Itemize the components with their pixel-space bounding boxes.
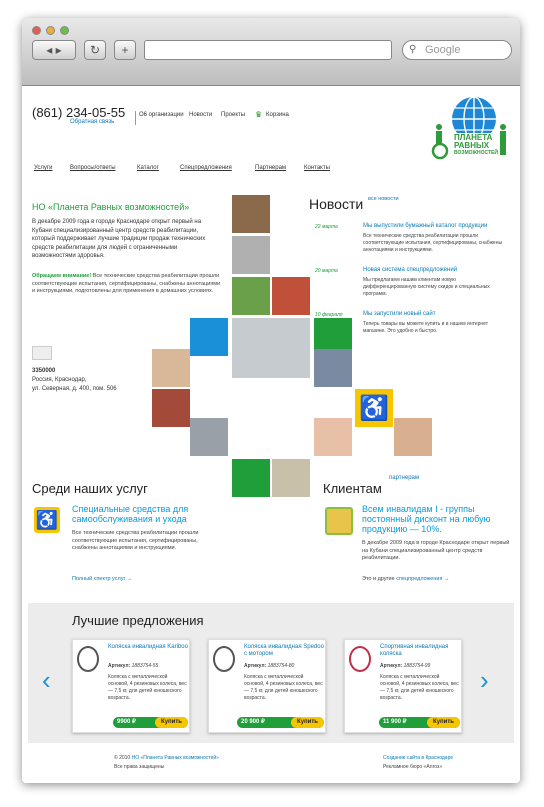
copyright-link[interactable]: НО «Планета Равных возможностей»	[131, 755, 219, 761]
offers-title: Лучшие предложения	[72, 613, 204, 628]
green-tile	[232, 459, 270, 497]
currency: ₽	[402, 719, 407, 725]
offer-article	[108, 663, 158, 670]
close-icon[interactable]	[32, 26, 41, 35]
news-link[interactable]: Мы запустили новый сайт	[363, 311, 436, 317]
clients-other-link[interactable]: спецпредложения	[396, 576, 443, 582]
buy-button[interactable]: Купить	[291, 717, 324, 728]
news-text: Мы предлагаем нашим клиентам новую дифференцированную систему скидок и специальных программ.	[363, 277, 490, 297]
news-date: 10 февраля	[315, 312, 343, 318]
photo-tile	[394, 418, 432, 456]
envelope-icon	[32, 346, 52, 360]
news-text: Все технические средства реабилитации прошли соответствующие испытания, сертифицированы, снабжены аннотациями и инструкциями.	[363, 233, 503, 253]
minimize-icon[interactable]	[46, 26, 55, 35]
wheelchair-photo-tile	[314, 349, 352, 387]
menu-services[interactable]: Услуги	[34, 165, 53, 171]
wheelchair-sign-icon: ♿	[355, 389, 393, 427]
services-title: Среди наших услуг	[32, 481, 148, 496]
photo-tile	[232, 195, 270, 233]
copyright-year: © 2010	[114, 755, 131, 761]
photo-tile	[272, 277, 310, 315]
offer-price	[117, 717, 136, 728]
article-label: Артикул:	[244, 663, 267, 669]
photo-tile	[232, 277, 270, 315]
next-arrow-icon[interactable]: ›	[480, 665, 489, 695]
clients-text: В декабре 2009 года в городе Краснодаре открыт первый на Кубани специализированный центр средств реабилитации.	[362, 540, 510, 561]
price-value: 11 900	[383, 719, 402, 725]
photo-tile	[272, 459, 310, 497]
offer-card	[208, 639, 326, 733]
offer-desc: Коляска с металлической основой, 4 резиновых колеса, вес — 7,5 кг, для детей юношеского возраста.	[244, 674, 323, 701]
all-news-link[interactable]: все новости	[368, 196, 399, 202]
address-city: Россия, Краснодар,	[32, 377, 87, 383]
clients-other	[362, 576, 449, 584]
address-zip: 3350000	[32, 368, 56, 374]
article-value: 1883754-55	[131, 663, 159, 669]
cart-link[interactable]: Корзина	[266, 112, 289, 118]
search-placeholder: Google	[425, 44, 461, 56]
address-bar[interactable]	[144, 40, 392, 60]
developer-link[interactable]: Создание сайта в Краснодаре	[383, 755, 454, 761]
window-controls	[32, 26, 69, 35]
prev-arrow-icon[interactable]: ‹	[42, 665, 51, 695]
menu-catalog[interactable]: Каталог	[137, 165, 159, 171]
menu-partners[interactable]: Партнерам	[255, 165, 287, 171]
web-page	[22, 87, 520, 783]
search-icon: ⚲	[409, 44, 417, 55]
offer-price	[383, 717, 407, 728]
clients-link[interactable]: Всем инвалидам I - группы постоянный дисконт на любую продукцию — 10%.	[362, 504, 491, 534]
buy-button[interactable]: Купить	[155, 717, 188, 728]
article-value: 1883754-99	[403, 663, 431, 669]
add-tab-button[interactable]: +	[114, 40, 136, 60]
news-date: 20 марта	[315, 268, 338, 274]
services-link[interactable]: Специальные средства для самообслуживания и ухода	[72, 504, 189, 524]
footer-rights: Все права защищены	[114, 764, 165, 770]
sport-wheelchair-image	[349, 646, 371, 672]
phone-number: (861) 234-05-55	[32, 105, 126, 120]
offer-name[interactable]: Коляска инвалидная Spedoo с мотором	[244, 644, 324, 657]
offer-card	[72, 639, 190, 733]
price-value: 20 900	[241, 719, 260, 725]
price-buy-pill	[379, 717, 460, 728]
attention-text: Все технические средства реабилитации прошли соответствующие испытания, сертифицированы, снабжены аннотациями и инструкциями, подготовлены для применения в домашних условиях.	[32, 273, 221, 294]
address-street: ул. Северная, д. 400, пом. 506	[32, 386, 117, 392]
currency: ₽	[261, 719, 265, 725]
price-buy-pill	[237, 717, 324, 728]
nav-news[interactable]: Новости	[189, 112, 213, 118]
offer-name[interactable]: Коляска инвалидная Kariboo	[108, 644, 188, 650]
wheelchair-product-image	[213, 646, 235, 672]
baby-photo-tile	[314, 418, 352, 456]
news-link[interactable]: Мы выпустили бумажный каталог продукции	[363, 223, 488, 229]
gift-icon	[325, 507, 353, 535]
news-title: Новости	[309, 196, 364, 212]
news-link[interactable]: Новая система спецпредложений	[363, 267, 458, 273]
clients-other-text: Это и другие	[362, 576, 395, 582]
wheelchair-icon: ♿	[34, 507, 60, 533]
attention-block	[32, 273, 222, 296]
divider	[135, 111, 136, 125]
photo-tile	[152, 349, 190, 387]
about-text: В декабре 2009 года в городе Краснодаре открыт первый на Кубани специализированный центр средств реабилитации, который поддерживает лучшие традиции продаж технических средств реабилитации для людей с ограниченными возможностями здоровья.	[32, 219, 206, 259]
offer-article	[244, 663, 294, 670]
partners-link[interactable]: партнерам	[389, 475, 419, 481]
offer-desc: Коляска с металлической основой, 4 резиновых колеса, вес — 7,5 кг, для детей юношеского возраста.	[380, 674, 459, 701]
offer-price	[241, 717, 265, 728]
offer-card	[344, 639, 462, 733]
cart-icon: ♛	[255, 110, 263, 119]
menu-faq[interactable]: Вопросы/ответы	[70, 165, 116, 171]
offer-desc: Коляска с металлической основой, 4 резиновых колеса, вес — 7,5 кг, для детей юношеского возраста.	[108, 674, 187, 701]
wheelchair-product-image	[77, 646, 99, 672]
buy-button[interactable]: Купить	[427, 717, 460, 728]
photo-tile	[232, 236, 270, 274]
menu-contacts[interactable]: Контакты	[304, 165, 330, 171]
photo-tile	[190, 418, 228, 456]
back-forward-button[interactable]: ◂ ▸	[32, 40, 76, 60]
clients-title: Клиентам	[323, 481, 382, 496]
car-photo-tile	[232, 318, 310, 378]
developer-name: Рекламное бюро «Алгоз»	[383, 764, 443, 770]
price-value: 9900	[117, 719, 131, 725]
article-label: Артикул:	[380, 663, 403, 669]
article-label: Артикул:	[108, 663, 131, 669]
logo-line3: ВОЗМОЖНОСТЕЙ	[454, 150, 498, 156]
offer-name[interactable]: Спортивная инвалидная коляска	[380, 644, 449, 657]
menu-special[interactable]: Спецпредложения	[180, 165, 232, 171]
article-value: 1883754-80	[267, 663, 295, 669]
price-buy-pill	[113, 717, 188, 728]
attention-label: Обращаем внимание!	[32, 273, 92, 279]
logo-line1: ПЛАНЕТА	[454, 133, 493, 142]
news-date: 22 марта	[315, 224, 338, 230]
browser-window	[22, 18, 520, 783]
photo-tile	[152, 389, 190, 427]
news-text: Теперь товары вы можете купить и в нашем интернет магазине. Это удобно и быстро.	[363, 321, 489, 334]
blue-tile	[190, 318, 228, 356]
logo[interactable]	[430, 93, 510, 163]
feedback-link[interactable]: Обратная связь	[70, 119, 115, 125]
nav-projects[interactable]: Проекты	[221, 112, 246, 118]
offer-article	[380, 663, 430, 670]
arrow-icon: →	[443, 576, 450, 582]
currency: ₽	[132, 719, 136, 725]
about-title: НО «Планета Равных возможностей»	[32, 202, 190, 212]
search-input[interactable]	[402, 40, 512, 60]
browser-toolbar	[22, 18, 520, 86]
nav-about[interactable]: О6 организации	[139, 112, 184, 118]
logo-line2: РАВНЫХ	[454, 141, 490, 150]
services-more-link[interactable]: Полный спектр услуг →	[72, 576, 133, 582]
services-text: Все технические средства реабилитации прошли соответствующие испытания, сертифицированы, снабжены аннотациями и инструкциями.	[72, 530, 199, 551]
maximize-icon[interactable]	[60, 26, 69, 35]
footer-copyright	[114, 755, 219, 762]
reload-button[interactable]: ↻	[84, 40, 106, 60]
